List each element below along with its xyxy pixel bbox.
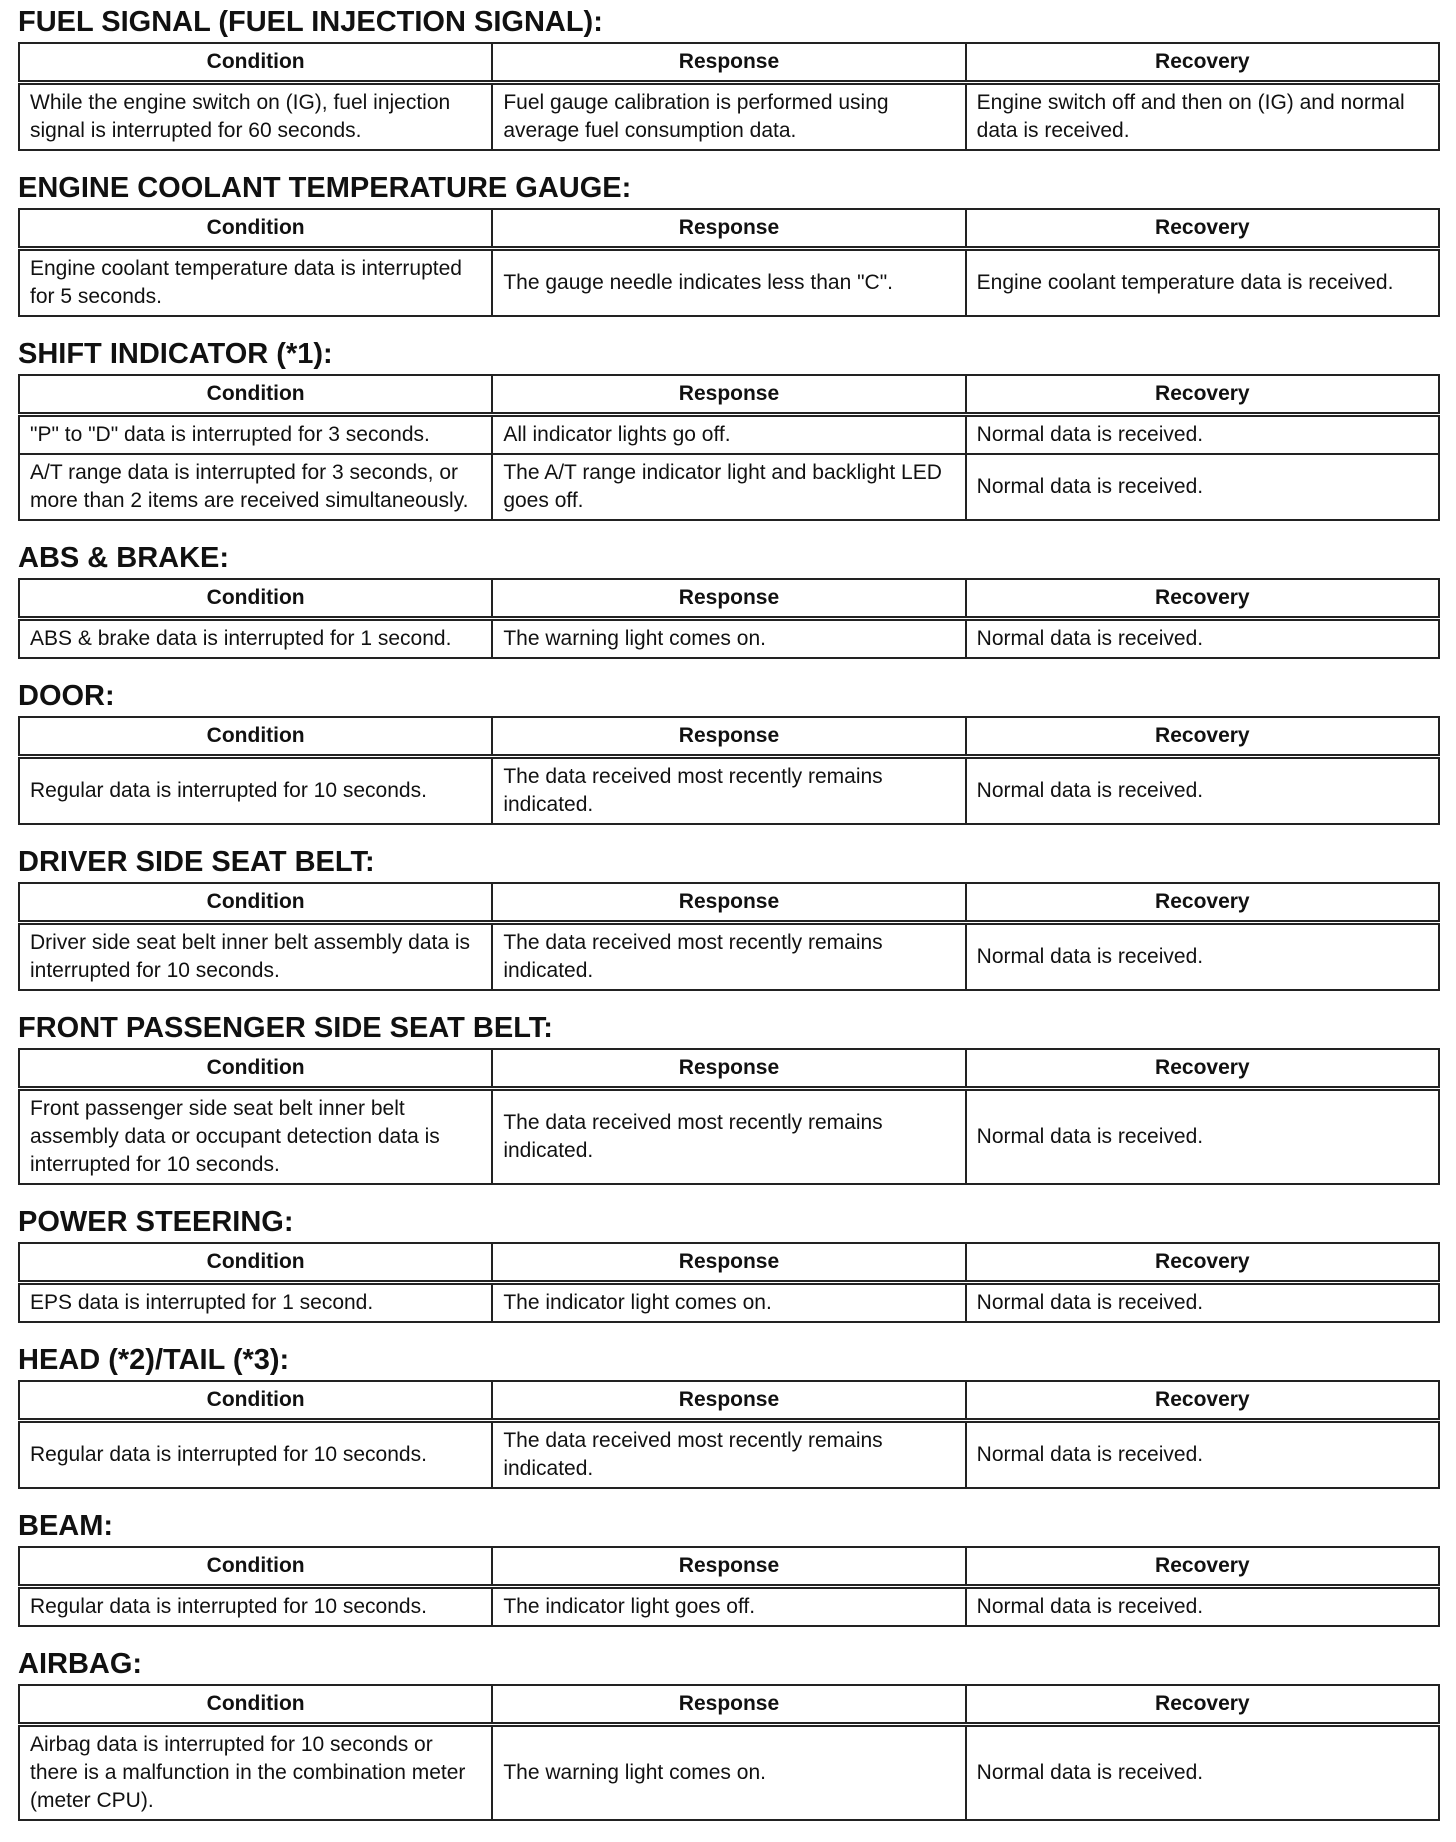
- section-title: AIRBAG:: [18, 1648, 143, 1680]
- section-title: DOOR:: [18, 680, 115, 712]
- header-row: [19, 579, 1439, 619]
- condition-cell: ABS & brake data is interrupted for 1 second.: [19, 619, 492, 659]
- header-row: [19, 1049, 1439, 1089]
- section: [18, 1338, 1440, 1489]
- section: [18, 0, 1440, 151]
- recovery-header: Recovery: [966, 1685, 1439, 1725]
- header-row: [19, 1243, 1439, 1283]
- recovery-header: Recovery: [966, 375, 1439, 415]
- condition-header: Condition: [19, 1381, 492, 1421]
- table-row: [19, 1587, 1439, 1627]
- spec-table: [18, 208, 1440, 317]
- spec-table: [18, 1048, 1440, 1185]
- table-row: [19, 1283, 1439, 1323]
- condition-header: Condition: [19, 1243, 492, 1283]
- condition-header: Condition: [19, 43, 492, 83]
- spec-table: [18, 374, 1440, 521]
- section-title: FRONT PASSENGER SIDE SEAT BELT:: [18, 1012, 553, 1044]
- spec-table: [18, 882, 1440, 991]
- condition-cell: Front passenger side seat belt inner belt assembly data or occupant detection data is interrupted for 10 seconds.: [19, 1089, 492, 1185]
- condition-header: Condition: [19, 375, 492, 415]
- recovery-cell: Normal data is received.: [966, 1283, 1439, 1323]
- section-title: DRIVER SIDE SEAT BELT:: [18, 846, 375, 878]
- section-title: POWER STEERING:: [18, 1206, 294, 1238]
- response-cell: The data received most recently remains indicated.: [492, 923, 965, 991]
- response-cell: The gauge needle indicates less than "C".: [492, 249, 965, 317]
- section-title: ABS & BRAKE:: [18, 542, 230, 574]
- recovery-header: Recovery: [966, 579, 1439, 619]
- response-cell: The data received most recently remains indicated.: [492, 1421, 965, 1489]
- condition-cell: Driver side seat belt inner belt assembly data is interrupted for 10 seconds.: [19, 923, 492, 991]
- response-header: Response: [492, 1547, 965, 1587]
- recovery-cell: Engine switch off and then on (IG) and normal data is received.: [966, 83, 1439, 151]
- table-row: [19, 415, 1439, 455]
- document: [18, 0, 1440, 1836]
- section: [18, 674, 1440, 825]
- recovery-cell: Normal data is received.: [966, 757, 1439, 825]
- table-row: [19, 619, 1439, 659]
- recovery-cell: Engine coolant temperature data is received.: [966, 249, 1439, 317]
- header-row: [19, 43, 1439, 83]
- recovery-cell: Normal data is received.: [966, 1725, 1439, 1821]
- condition-header: Condition: [19, 883, 492, 923]
- recovery-header: Recovery: [966, 1547, 1439, 1587]
- spec-table: [18, 1242, 1440, 1323]
- recovery-header: Recovery: [966, 1049, 1439, 1089]
- response-header: Response: [492, 1381, 965, 1421]
- table-row: [19, 1089, 1439, 1185]
- condition-header: Condition: [19, 1685, 492, 1725]
- section-title: ENGINE COOLANT TEMPERATURE GAUGE:: [18, 172, 632, 204]
- condition-header: Condition: [19, 1049, 492, 1089]
- response-cell: The warning light comes on.: [492, 619, 965, 659]
- recovery-cell: Normal data is received.: [966, 1587, 1439, 1627]
- recovery-cell: Normal data is received.: [966, 415, 1439, 455]
- recovery-cell: Normal data is received.: [966, 1089, 1439, 1185]
- response-header: Response: [492, 1049, 965, 1089]
- condition-cell: Regular data is interrupted for 10 seconds.: [19, 1587, 492, 1627]
- response-cell: The data received most recently remains indicated.: [492, 757, 965, 825]
- condition-cell: "P" to "D" data is interrupted for 3 seconds.: [19, 415, 492, 455]
- recovery-header: Recovery: [966, 43, 1439, 83]
- response-header: Response: [492, 717, 965, 757]
- table-row: [19, 1421, 1439, 1489]
- table-row: [19, 1725, 1439, 1821]
- recovery-cell: Normal data is received.: [966, 1421, 1439, 1489]
- table-row: [19, 757, 1439, 825]
- response-cell: The data received most recently remains indicated.: [492, 1089, 965, 1185]
- response-cell: The indicator light comes on.: [492, 1283, 965, 1323]
- recovery-cell: Normal data is received.: [966, 619, 1439, 659]
- spec-table: [18, 578, 1440, 659]
- table-row: [19, 83, 1439, 151]
- header-row: [19, 883, 1439, 923]
- spec-table: [18, 42, 1440, 151]
- table-row: [19, 454, 1439, 520]
- header-row: [19, 375, 1439, 415]
- response-cell: Fuel gauge calibration is performed using average fuel consumption data.: [492, 83, 965, 151]
- section: [18, 332, 1440, 521]
- response-cell: The warning light comes on.: [492, 1725, 965, 1821]
- response-header: Response: [492, 1243, 965, 1283]
- header-row: [19, 717, 1439, 757]
- response-header: Response: [492, 883, 965, 923]
- header-row: [19, 1685, 1439, 1725]
- header-row: [19, 1381, 1439, 1421]
- section-title: SHIFT INDICATOR (*1):: [18, 338, 333, 370]
- section-title: FUEL SIGNAL (FUEL INJECTION SIGNAL):: [18, 6, 603, 38]
- section: [18, 840, 1440, 991]
- response-cell: The A/T range indicator light and backlight LED goes off.: [492, 454, 965, 520]
- section: [18, 1006, 1440, 1185]
- condition-cell: Regular data is interrupted for 10 seconds.: [19, 757, 492, 825]
- spec-table: [18, 1546, 1440, 1627]
- condition-cell: EPS data is interrupted for 1 second.: [19, 1283, 492, 1323]
- recovery-header: Recovery: [966, 209, 1439, 249]
- recovery-header: Recovery: [966, 1381, 1439, 1421]
- header-row: [19, 1547, 1439, 1587]
- recovery-cell: Normal data is received.: [966, 454, 1439, 520]
- section: [18, 536, 1440, 659]
- condition-header: Condition: [19, 1547, 492, 1587]
- section-title: BEAM:: [18, 1510, 114, 1542]
- spec-table: [18, 716, 1440, 825]
- recovery-cell: Normal data is received.: [966, 923, 1439, 991]
- condition-header: Condition: [19, 579, 492, 619]
- condition-cell: Regular data is interrupted for 10 seconds.: [19, 1421, 492, 1489]
- section: [18, 1504, 1440, 1627]
- section: [18, 1200, 1440, 1323]
- condition-cell: Engine coolant temperature data is interrupted for 5 seconds.: [19, 249, 492, 317]
- response-header: Response: [492, 579, 965, 619]
- response-header: Response: [492, 375, 965, 415]
- header-row: [19, 209, 1439, 249]
- response-header: Response: [492, 43, 965, 83]
- spec-table: [18, 1380, 1440, 1489]
- section: [18, 166, 1440, 317]
- condition-cell: While the engine switch on (IG), fuel injection signal is interrupted for 60 seconds.: [19, 83, 492, 151]
- condition-header: Condition: [19, 717, 492, 757]
- response-cell: All indicator lights go off.: [492, 415, 965, 455]
- table-row: [19, 249, 1439, 317]
- condition-cell: A/T range data is interrupted for 3 seconds, or more than 2 items are received simultaneously.: [19, 454, 492, 520]
- recovery-header: Recovery: [966, 1243, 1439, 1283]
- response-header: Response: [492, 1685, 965, 1725]
- recovery-header: Recovery: [966, 883, 1439, 923]
- condition-header: Condition: [19, 209, 492, 249]
- section-title: HEAD (*2)/TAIL (*3):: [18, 1344, 290, 1376]
- response-cell: The indicator light goes off.: [492, 1587, 965, 1627]
- table-row: [19, 923, 1439, 991]
- section: [18, 1642, 1440, 1821]
- spec-table: [18, 1684, 1440, 1821]
- response-header: Response: [492, 209, 965, 249]
- recovery-header: Recovery: [966, 717, 1439, 757]
- condition-cell: Airbag data is interrupted for 10 seconds or there is a malfunction in the combination meter (meter CPU).: [19, 1725, 492, 1821]
